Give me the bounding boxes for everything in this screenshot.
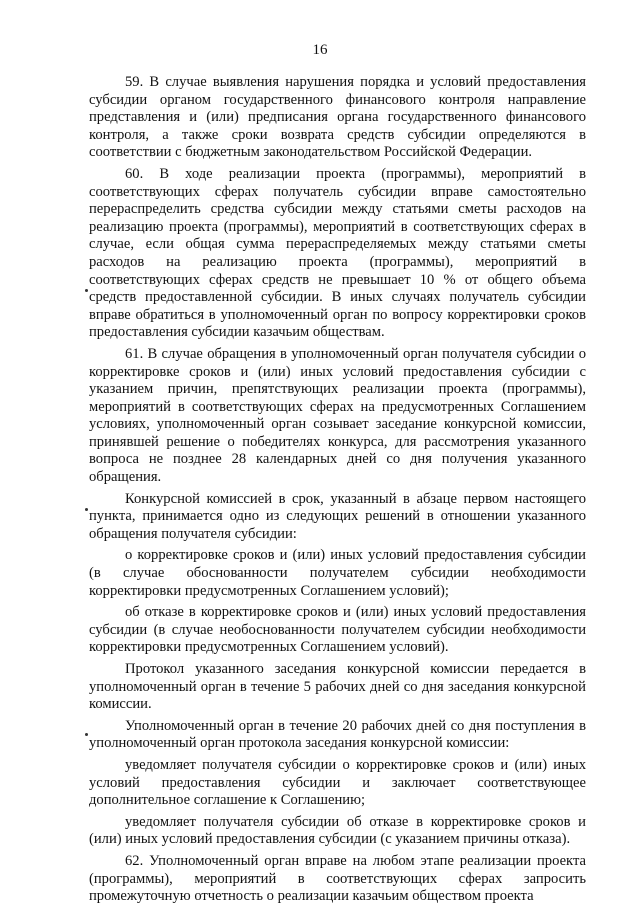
paragraph-62: 62. Уполномоченный орган вправе на любом этапе реализации проекта (программы), мероприятий в соответствующих сферах запросить промежуточную отчетность о реализации казачьим обществом проекта (89, 852, 586, 905)
scan-dot-mark (85, 733, 88, 736)
page-number: 16 (312, 42, 328, 58)
scan-dot-mark (85, 508, 88, 511)
paragraph-commission-decision: Конкурсной комиссией в срок, указанный в абзаце первом настоящего пункта, принимается одно из следующих решений в отношении указанного обращения получателя субсидии: (89, 490, 586, 542)
document-body (89, 74, 586, 910)
paragraph-decision-adjust: о корректировке сроков и (или) иных условий предоставления субсидии (в случае обоснованности получателем субсидии необходимости корректировки предусмотренных Соглашением условий); (89, 547, 586, 599)
paragraph-59: 59. В случае выявления нарушения порядка и условий предоставления субсидии органом государственного финансового контроля направление представления и (или) предписания органа государственного финансового контроля, а также сроки возврата средств субсидии определяются в соответствии с бюджетным законодательством Российской Федерации. (89, 74, 586, 161)
paragraph-61: 61. В случае обращения в уполномоченный орган получателя субсидии о корректировке сроков и (или) иных условий предоставления субсидии с указанием причин, препятствующих реализации проекта (программы), мероприятий в соответствующих сферах на предусмотренных Соглашением условиях, уполномоченный орган созывает заседание конкурсной комиссии, принявшей решение о победителях конкурса, для рассмотрения указанного вопроса не позднее 28 календарных дней со дня получения указанного обращения. (89, 345, 586, 486)
paragraph-notify-adjust: уведомляет получателя субсидии о корректировке сроков и (или) иных условий предоставления субсидии и заключает соответствующее дополнительное соглашение к Соглашению; (89, 756, 586, 809)
scan-dot-mark (85, 289, 88, 292)
paragraph-protocol: Протокол указанного заседания конкурсной комиссии передается в уполномоченный орган в течение 5 рабочих дней со дня заседания конкурсной комиссии. (89, 661, 586, 713)
paragraph-decision-refuse: об отказе в корректировке сроков и (или) иных условий предоставления субсидии (в случае необоснованности получателем субсидии необходимости корректировки предусмотренных Соглашением условий). (89, 604, 586, 656)
paragraph-authorized-body: Уполномоченный орган в течение 20 рабочих дней со дня поступления в уполномоченный орган протокола заседания конкурсной комиссии: (89, 717, 586, 752)
paragraph-notify-refuse: уведомляет получателя субсидии об отказе в корректировке сроков и (или) иных условий предоставления субсидии (с указанием причины отказа). (89, 813, 586, 848)
paragraph-60: 60. В ходе реализации проекта (программы), мероприятий в соответствующих сферах получатель субсидии вправе самостоятельно перераспределить средства субсидии между статьями сметы расходов на реализацию проекта (программы), мероприятий в соответствующих сферах в случае, если общая сумма перераспределяемых между статьями сметы расходов на реализацию проекта (программы), мероприятий в соответствующих сферах средств не превышает 10 % от общего объема средств предоставленной субсидии. В иных случаях получатель субсидии вправе обратиться в уполномоченный орган по вопросу корректировки сроков предоставления субсидии казачьим обществам. (89, 165, 586, 341)
